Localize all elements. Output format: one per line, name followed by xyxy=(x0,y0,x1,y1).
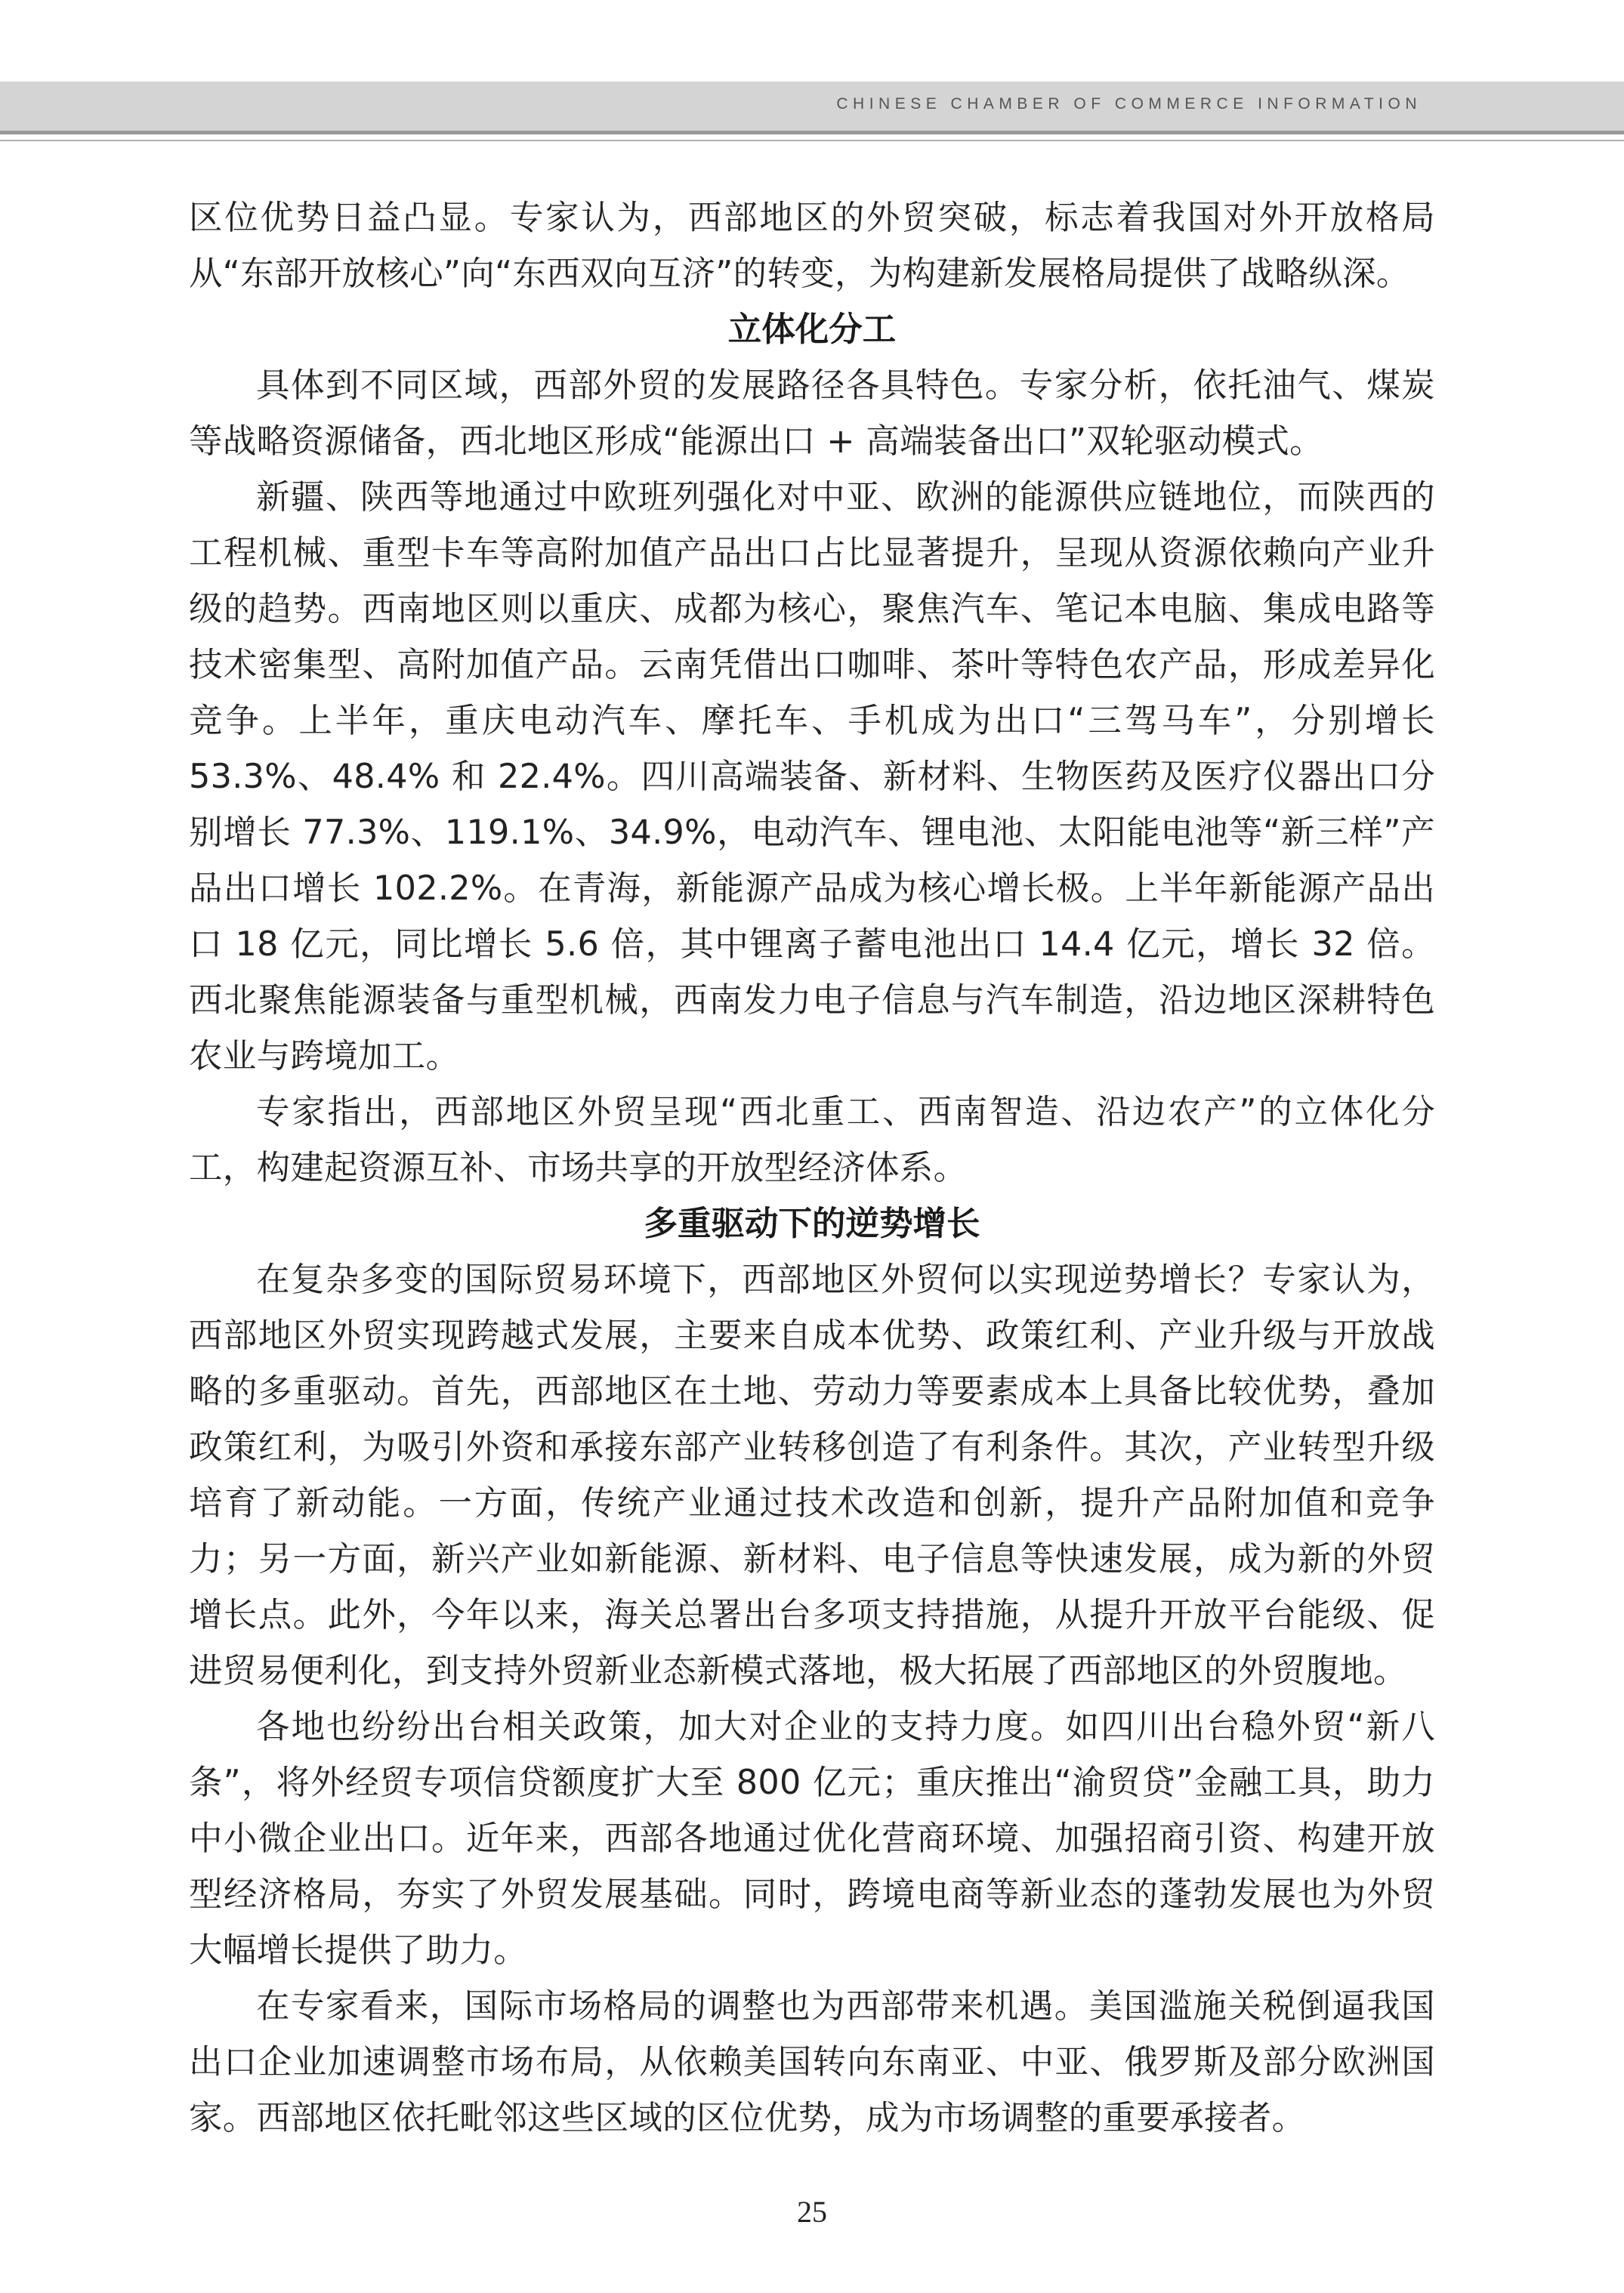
paragraph: 专家指出，西部地区外贸呈现“西北重工、西南智造、沿边农产”的立体化分工，构建起资源互补、市场共享的开放型经济体系。 xyxy=(189,1093,1435,1187)
paragraph: 具体到不同区域，西部外贸的发展路径各具特色。专家分析，依托油气、煤炭等战略资源储备，西北地区形成“能源出口 + 高端装备出口”双轮驱动模式。 xyxy=(189,366,1435,461)
paragraph: 在复杂多变的国际贸易环境下，西部地区外贸何以实现逆势增长？专家认为，西部地区外贸实现跨越式发展，主要来自成本优势、政策红利、产业升级与开放战略的多重驱动。首先，西部地区在土地、劳动力等要素成本上具备比较优势，叠加政策红利，为吸引外资和承接东部产业转移创造了有利条件。其次，产业转型升级培育了新动能。一方面，传统产业通过技术改造和创新，提升产品附加值和竞争力；另一方面，新兴产业如新能源、新材料、电子信息等快速发展，成为新的外贸增长点。此外，今年以来，海关总署出台多项支持措施，从提升开放平台能级、促进贸易便利化，到支持外贸新业态新模式落地，极大拓展了西部地区的外贸腹地。 xyxy=(189,1261,1435,1690)
paragraph: 各地也纷纷出台相关政策，加大对企业的支持力度。如四川出台稳外贸“新八条”，将外经贸专项信贷额度扩大至 800 亿元；重庆推出“渝贸贷”金融工具，助力中小微企业出口。近年来，西部各地通过优化营商环境、加强招商引资、构建开放型经济格局，夯实了外贸发展基础。同时，跨境电商等新业态的蓬勃发展也为外贸大幅增长提供了助力。 xyxy=(189,1708,1435,1970)
paragraph: 在专家看来，国际市场格局的调整也为西部带来机遇。美国滥施关税倒逼我国出口企业加速调整市场布局，从依赖美国转向东南亚、中亚、俄罗斯及部分欧洲国家。西部地区依托毗邻这些区域的区位优势，成为市场调整的重要承接者。 xyxy=(189,1987,1435,2137)
header-rule-thin xyxy=(0,140,1624,141)
header-rule-thick xyxy=(0,131,1624,134)
page-number: 25 xyxy=(797,2195,827,2229)
section-heading-growth: 多重驱动下的逆势增长 xyxy=(644,1205,980,1243)
article-body xyxy=(189,190,1435,2146)
paragraph-continued: 区位优势日益凸显。专家认为，西部地区的外贸突破，标志着我国对外开放格局从“东部开放核心”向“东西双向互济”的转变，为构建新发展格局提供了战略纵深。 xyxy=(189,199,1435,293)
section-heading-division: 立体化分工 xyxy=(727,310,897,349)
paragraph: 新疆、陕西等地通过中欧班列强化对中亚、欧洲的能源供应链地位，而陕西的工程机械、重型卡车等高附加值产品出口占比显著提升，呈现从资源依赖向产业升级的趋势。西南地区则以重庆、成都为核心，聚焦汽车、笔记本电脑、集成电路等技术密集型、高附加值产品。云南凭借出口咖啡、茶叶等特色农产品，形成差异化竞争。上半年，重庆电动汽车、摩托车、手机成为出口“三驾马车”，分别增长 53.3%、48.4% 和 22.4%。四川高端装备、新材料、生物医药及医疗仪器出口分别增长 77.3%、119.1%、34.9%，电动汽车、锂电池、太阳能电池等“新三样”产品出口增长 102.2%。在青海，新能源产品成为核心增长极。上半年新能源产品出口 18 亿元，同比增长 5.6 倍，其中锂离子蓄电池出口 14.4 亿元，增长 32 倍。西北聚焦能源装备与重型机械，西南发力电子信息与汽车制造，沿边地区深耕特色农业与跨境加工。 xyxy=(189,478,1435,1076)
running-header-title: CHINESE CHAMBER OF COMMERCE INFORMATION xyxy=(836,95,1422,113)
